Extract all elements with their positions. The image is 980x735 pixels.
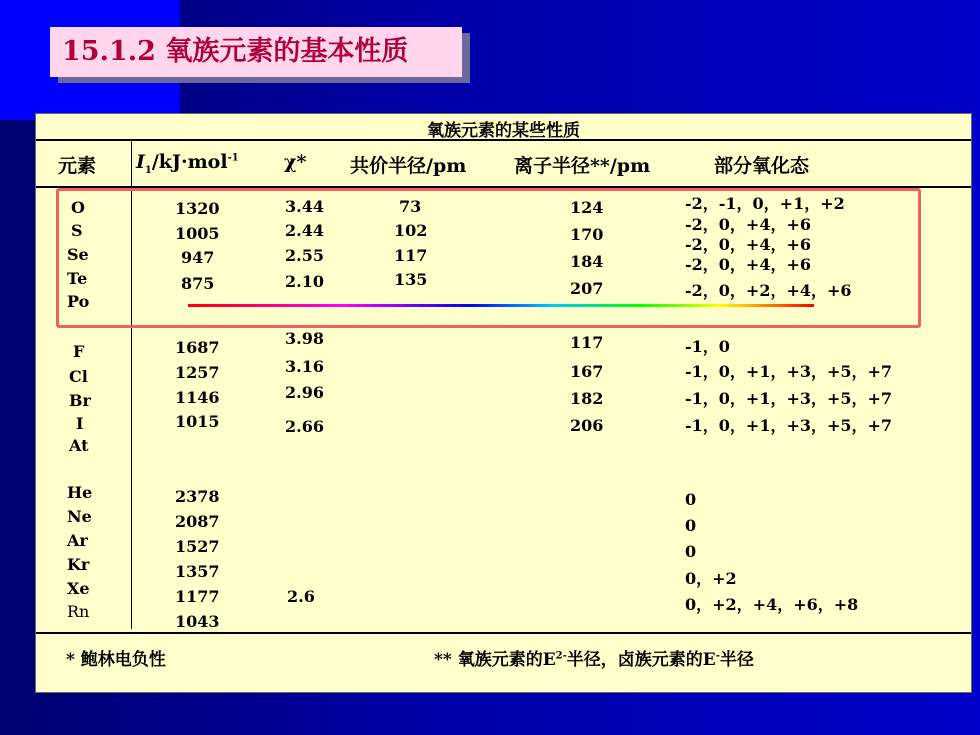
header-ionic-radius: 离子半径**/pm bbox=[514, 155, 651, 177]
covalent-radius: 117 bbox=[394, 246, 428, 265]
element-symbol: S bbox=[71, 221, 83, 240]
ionization-energy: 875 bbox=[181, 274, 215, 293]
ionization-energy: 1527 bbox=[175, 537, 220, 556]
footnote-part: 半径，卤族元素的E bbox=[566, 650, 716, 670]
element-symbol: I bbox=[76, 414, 84, 433]
electronegativity: 2.10 bbox=[285, 272, 324, 291]
electronegativity: 2.6 bbox=[287, 587, 315, 606]
oxidation-states: -2，0，+2，+4，+6 bbox=[685, 281, 852, 300]
oxidation-states: 0，+2，+4，+6，+8 bbox=[685, 595, 859, 614]
oxidation-states: 0 bbox=[685, 490, 697, 509]
ionic-radius: 170 bbox=[570, 225, 604, 244]
header-ie-unit: /kJ·mol bbox=[151, 151, 228, 173]
footnote-sup: 2- bbox=[555, 650, 567, 662]
element-symbol: O bbox=[71, 198, 85, 217]
header-ie-sup: -1 bbox=[227, 152, 239, 164]
element-symbol: At bbox=[69, 436, 89, 455]
ionization-energy: 1146 bbox=[175, 388, 220, 407]
oxidation-states: 0 bbox=[685, 542, 697, 561]
electronegativity: 3.44 bbox=[285, 197, 324, 216]
electronegativity: 2.96 bbox=[285, 383, 324, 402]
oxidation-states: -1，0，+1，+3，+5，+7 bbox=[685, 362, 893, 381]
rainbow-underline bbox=[188, 304, 814, 307]
ionization-energy: 1257 bbox=[175, 363, 220, 382]
ionic-radius: 184 bbox=[570, 252, 604, 271]
ionization-energy: 1177 bbox=[175, 587, 220, 606]
oxidation-states: -1，0，+1，+3，+5，+7 bbox=[685, 389, 893, 408]
element-symbol: Se bbox=[67, 245, 89, 264]
electronegativity: 2.66 bbox=[285, 417, 324, 436]
slide-title: 15.1.2 氧族元素的基本性质 bbox=[50, 27, 462, 77]
element-symbol: F bbox=[73, 342, 85, 361]
ionization-energy: 1320 bbox=[175, 199, 220, 218]
ionization-energy: 1687 bbox=[175, 338, 220, 357]
element-symbol: He bbox=[67, 483, 93, 502]
ionic-radius: 167 bbox=[570, 362, 604, 381]
electronegativity: 3.16 bbox=[285, 357, 324, 376]
header-element: 元素 bbox=[58, 155, 97, 177]
electronegativity: 2.44 bbox=[285, 221, 324, 240]
oxidation-states: 0 bbox=[685, 516, 697, 535]
covalent-radius: 102 bbox=[394, 221, 428, 240]
ionic-radius: 207 bbox=[570, 279, 604, 298]
element-symbol: Cl bbox=[69, 367, 88, 386]
covalent-radius: 73 bbox=[399, 197, 422, 216]
element-symbol: Kr bbox=[67, 555, 90, 574]
oxidation-states: 0，+2 bbox=[685, 569, 737, 588]
ionic-radius: 124 bbox=[570, 198, 604, 217]
ionization-energy: 1357 bbox=[175, 562, 220, 581]
header-electronegativity: χ* bbox=[284, 151, 307, 173]
oxidation-states: -2，0，+4，+6 bbox=[685, 235, 811, 254]
header-ionization-energy bbox=[136, 151, 239, 176]
oxidation-states: -1，0 bbox=[685, 337, 730, 356]
header-ie-sub: 1 bbox=[144, 164, 152, 176]
covalent-radius: 135 bbox=[394, 270, 428, 289]
ionization-energy: 2087 bbox=[175, 512, 220, 531]
header-oxidation-states: 部分氧化态 bbox=[714, 155, 810, 177]
element-symbol: Ne bbox=[67, 507, 92, 526]
oxygen-group-highlight-box bbox=[56, 188, 921, 328]
ionization-energy: 1043 bbox=[175, 612, 220, 631]
ionic-radius: 117 bbox=[570, 333, 604, 352]
element-symbol: Br bbox=[69, 391, 91, 410]
table-bottom-rule bbox=[36, 632, 971, 634]
header-covalent-radius: 共价半径/pm bbox=[350, 155, 467, 177]
oxidation-states: -1，0，+1，+3，+5，+7 bbox=[685, 416, 893, 435]
oxidation-states: -2，0，+4，+6 bbox=[685, 255, 811, 274]
table-caption: 氧族元素的某些性质 bbox=[427, 121, 580, 141]
electronegativity: 2.55 bbox=[285, 246, 324, 265]
ionization-energy: 947 bbox=[181, 248, 215, 267]
electronegativity: 3.98 bbox=[285, 329, 324, 348]
footnote-part: ** 氧族元素的E bbox=[434, 650, 556, 670]
element-symbol: Te bbox=[67, 269, 88, 288]
ionic-radius: 182 bbox=[570, 389, 604, 408]
element-symbol: Xe bbox=[67, 579, 90, 598]
ionization-energy: 1015 bbox=[175, 412, 220, 431]
element-symbol: Ar bbox=[67, 531, 88, 550]
ionic-radius: 206 bbox=[570, 416, 604, 435]
footnote-ionic-radius bbox=[434, 645, 754, 670]
element-symbol: Po bbox=[67, 292, 90, 311]
element-symbol: Rn bbox=[67, 602, 90, 621]
ionization-energy: 2378 bbox=[175, 487, 220, 506]
oxidation-states: -2，0，+4，+6 bbox=[685, 215, 811, 234]
footnote-part: 半径 bbox=[719, 650, 754, 670]
footnote-sup: - bbox=[715, 650, 720, 662]
ionization-energy: 1005 bbox=[175, 224, 220, 243]
header-top-rule bbox=[36, 139, 971, 141]
footnote-electronegativity: * 鲍林电负性 bbox=[66, 650, 166, 670]
oxidation-states: -2，-1，0，+1，+2 bbox=[685, 194, 845, 213]
header-ie-var: I bbox=[136, 151, 145, 173]
